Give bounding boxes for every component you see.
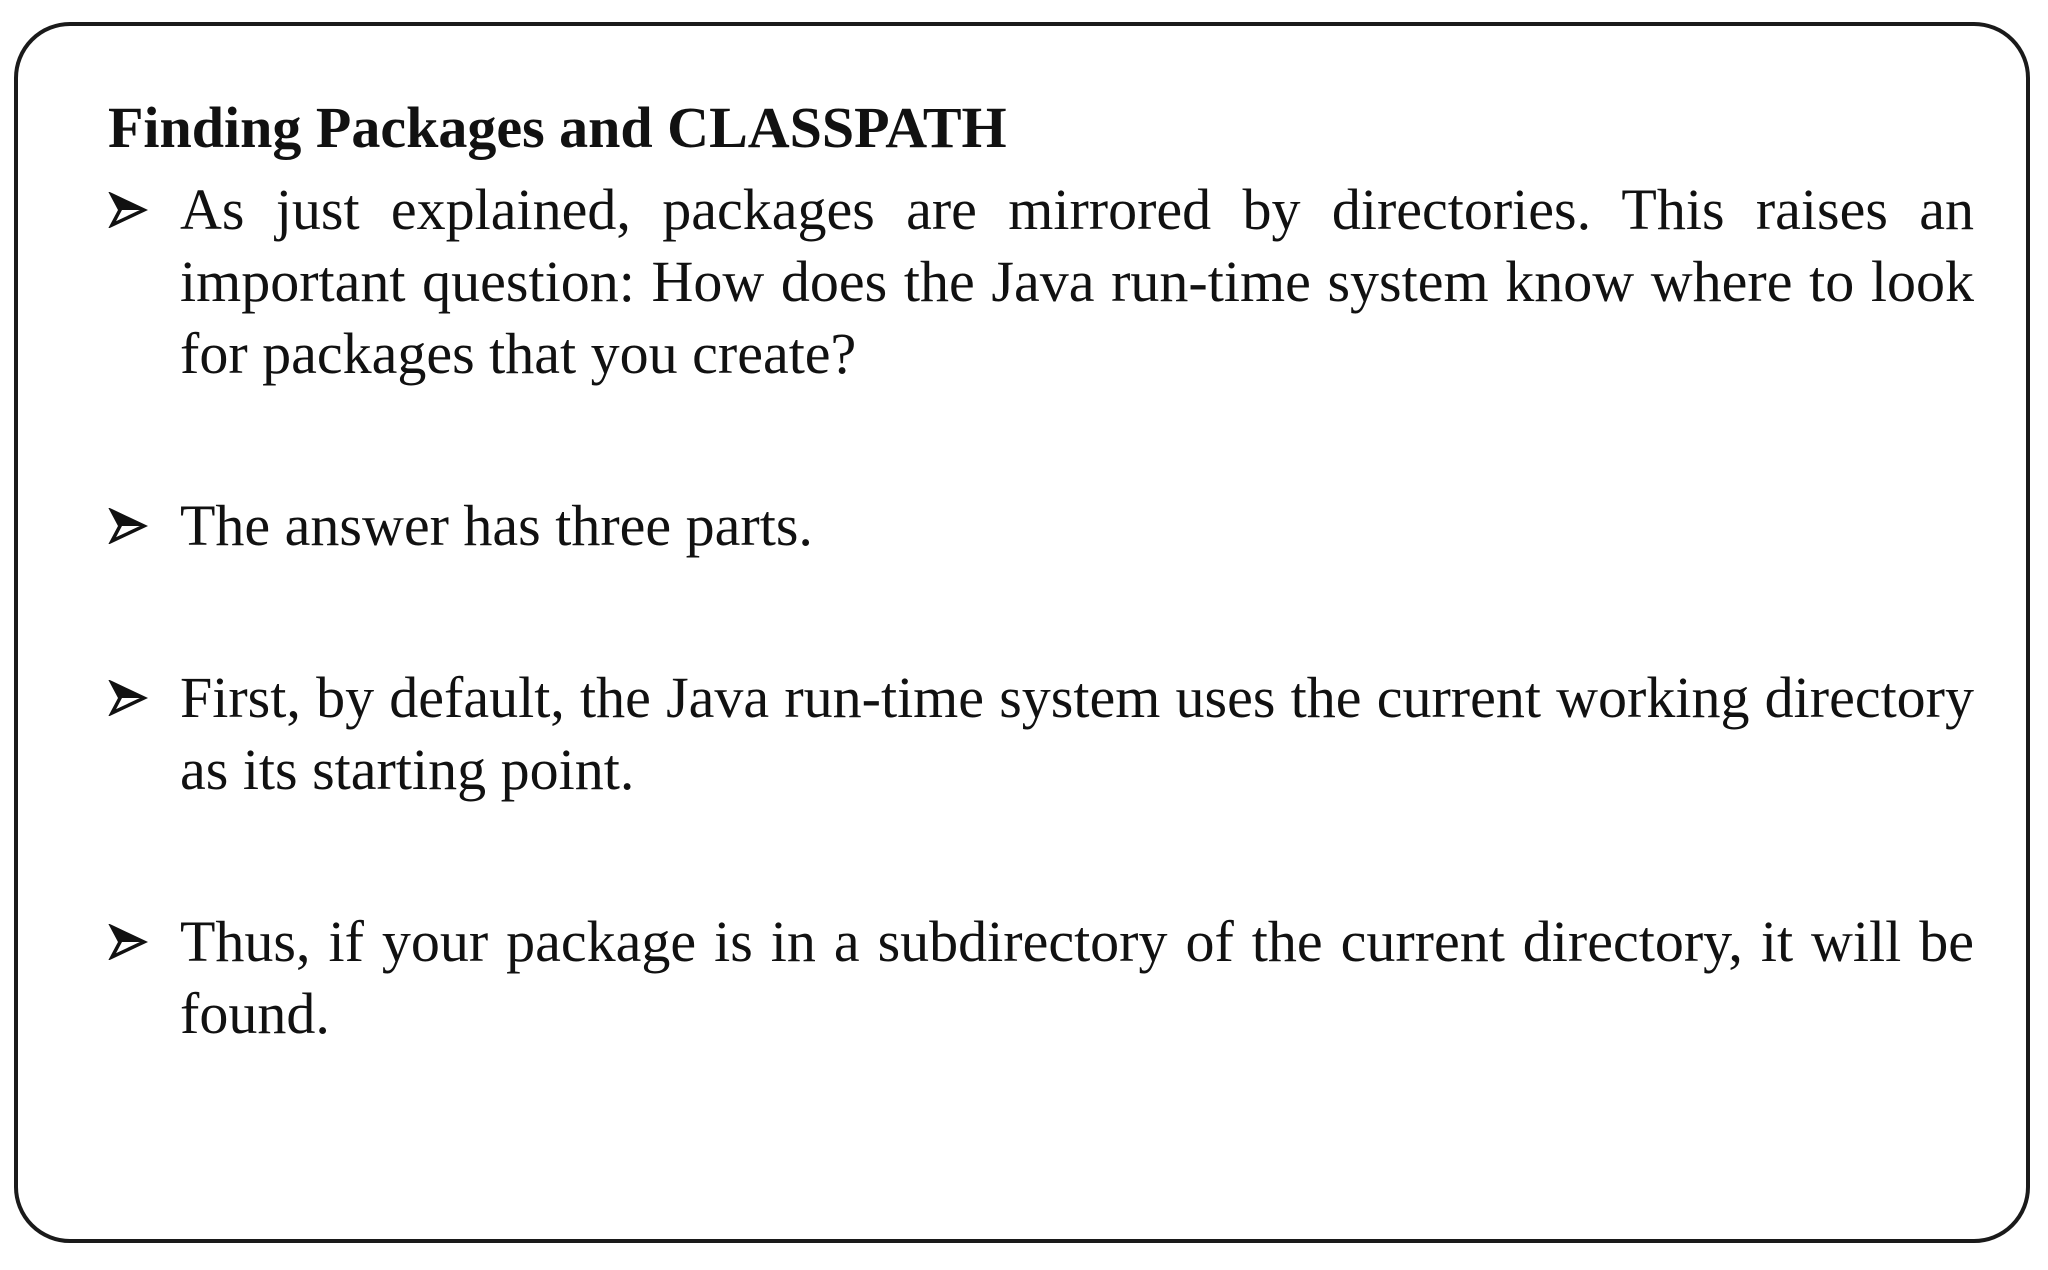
arrowhead-bullet-icon [108,680,148,716]
arrowhead-bullet-icon [108,924,148,960]
arrowhead-bullet-icon [108,192,148,228]
slide-title: Finding Packages and CLASSPATH [108,95,1007,160]
bullet-item [108,662,1974,806]
bullet-text: As just explained, packages are mirrored by directories. This raises an important question: How does the Java run-time system know where to look for packages that you create? [180,177,1974,386]
bullet-text: Thus, if your package is in a subdirectory of the current directory, it will be found. [180,909,1974,1046]
arrowhead-bullet-icon [108,508,148,544]
bullet-item [108,906,1974,1050]
bullet-text: First, by default, the Java run-time system uses the current working directory as its starting point. [180,665,1974,802]
slide-content [108,88,1974,1050]
slide-frame [14,22,2030,1243]
bullet-item [108,490,1974,562]
bullet-item [108,174,1974,390]
bullet-text: The answer has three parts. [180,493,813,558]
